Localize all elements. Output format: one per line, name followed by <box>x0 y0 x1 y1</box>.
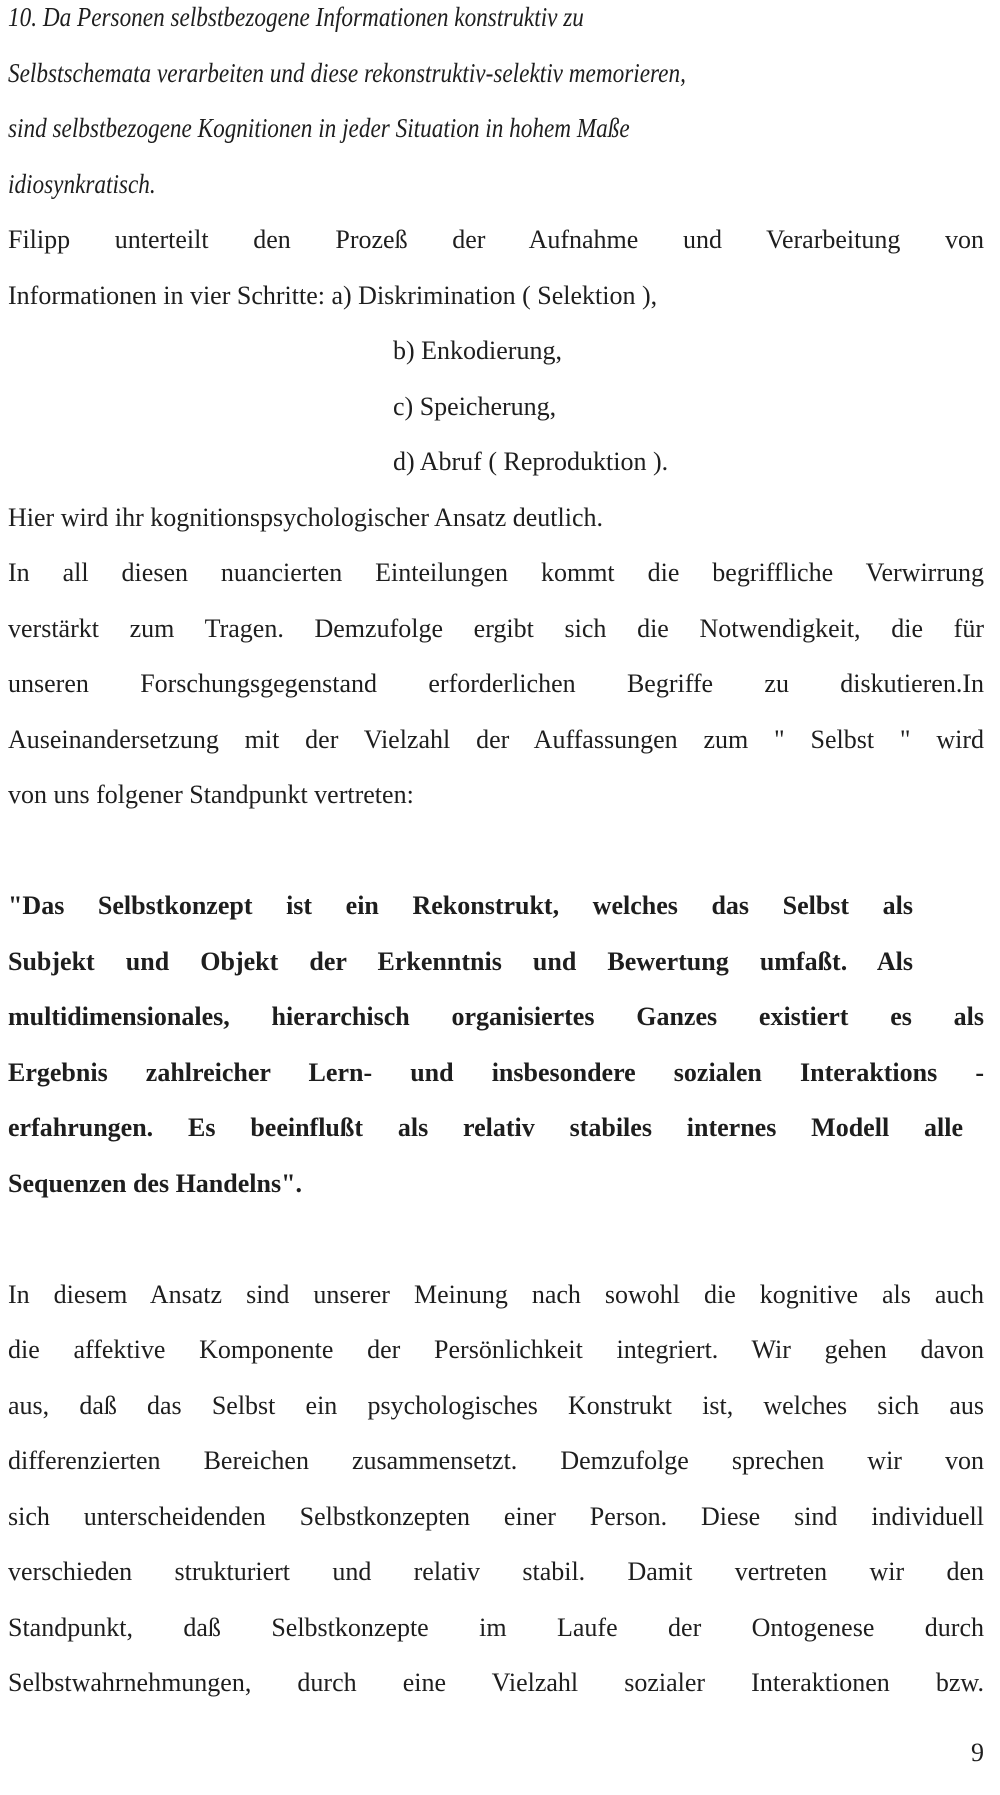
text-line: 10. Da Personen selbstbezogene Informationen konstruktiv zu <box>8 2 584 32</box>
body-paragraph <box>8 1267 984 1711</box>
text-line: die affektive Komponente der Persönlichkeit integriert. Wir gehen davon <box>8 1335 984 1364</box>
text-line: differenzierten Bereichen zusammensetzt. Demzufolge sprechen wir von <box>8 1446 984 1475</box>
text-line: Auseinandersetzung mit der Vielzahl der Auffassungen zum " Selbst " wird <box>8 724 984 754</box>
text-line: Selbstschemata verarbeiten und diese rekonstruktiv-selektiv memorieren, <box>8 57 686 88</box>
text-line: Hier wird ihr kognitionspsychologischer Ansatz deutlich. <box>8 502 604 532</box>
filipp-paragraph <box>8 212 984 823</box>
text-line: In diesem Ansatz sind unserer Meinung nach sowohl die kognitive als auch <box>8 1279 984 1309</box>
text-line: Sequenzen des Handelns". <box>8 1168 302 1198</box>
document-page <box>8 0 984 1711</box>
text-line: Informationen in vier Schritte: a) Diskrimination ( Selektion ), <box>8 280 658 310</box>
quote-paragraph <box>8 878 984 1211</box>
text-line: sind selbstbezogene Kognitionen in jeder Situation in hohem Maße <box>8 113 630 143</box>
text-line: "Das Selbstkonzept ist ein Rekonstrukt, welches das Selbst als <box>8 891 913 920</box>
italic-paragraph <box>8 0 984 212</box>
list-item: b) Enkodierung, <box>393 336 562 365</box>
list-item: c) Speicherung, <box>393 391 557 421</box>
text-line: multidimensionales, hierarchisch organisiertes Ganzes existiert es als <box>8 1002 984 1031</box>
text-line: erfahrungen. Es beeinflußt als relativ stabiles internes Modell alle <box>8 1113 963 1142</box>
page-number: 9 <box>971 1738 984 1767</box>
text-line: Subjekt und Objekt der Erkenntnis und Bewertung umfaßt. Als <box>8 946 913 976</box>
text-line: verschieden strukturiert und relativ stabil. Damit vertreten wir den <box>8 1557 984 1586</box>
spacer <box>8 1211 984 1267</box>
text-line: verstärkt zum Tragen. Demzufolge ergibt sich die Notwendigkeit, die für <box>8 613 984 643</box>
text-line: Filipp unterteilt den Prozeß der Aufnahme und Verarbeitung von <box>8 225 984 254</box>
text-line: sich unterscheidenden Selbstkonzepten einer Person. Diese sind individuell <box>8 1501 984 1531</box>
text-line: In all diesen nuancierten Einteilungen kommt die begriffliche Verwirrung <box>8 558 984 587</box>
spacer <box>8 823 984 879</box>
text-line: idiosynkratisch. <box>8 168 156 199</box>
text-line: Standpunkt, daß Selbstkonzepte im Laufe der Ontogenese durch <box>8 1612 984 1642</box>
text-line: von uns folgener Standpunkt vertreten: <box>8 780 414 809</box>
text-line: Selbstwahrnehmungen, durch eine Vielzahl sozialer Interaktionen bzw. <box>8 1668 984 1697</box>
list-item: d) Abruf ( Reproduktion ). <box>393 447 669 476</box>
text-line: Ergebnis zahlreicher Lern- und insbesondere sozialen Interaktions - <box>8 1057 984 1087</box>
text-line: aus, daß das Selbst ein psychologisches Konstrukt ist, welches sich aus <box>8 1390 984 1420</box>
text-line: unseren Forschungsgegenstand erforderlichen Begriffe zu diskutieren.In <box>8 669 984 698</box>
